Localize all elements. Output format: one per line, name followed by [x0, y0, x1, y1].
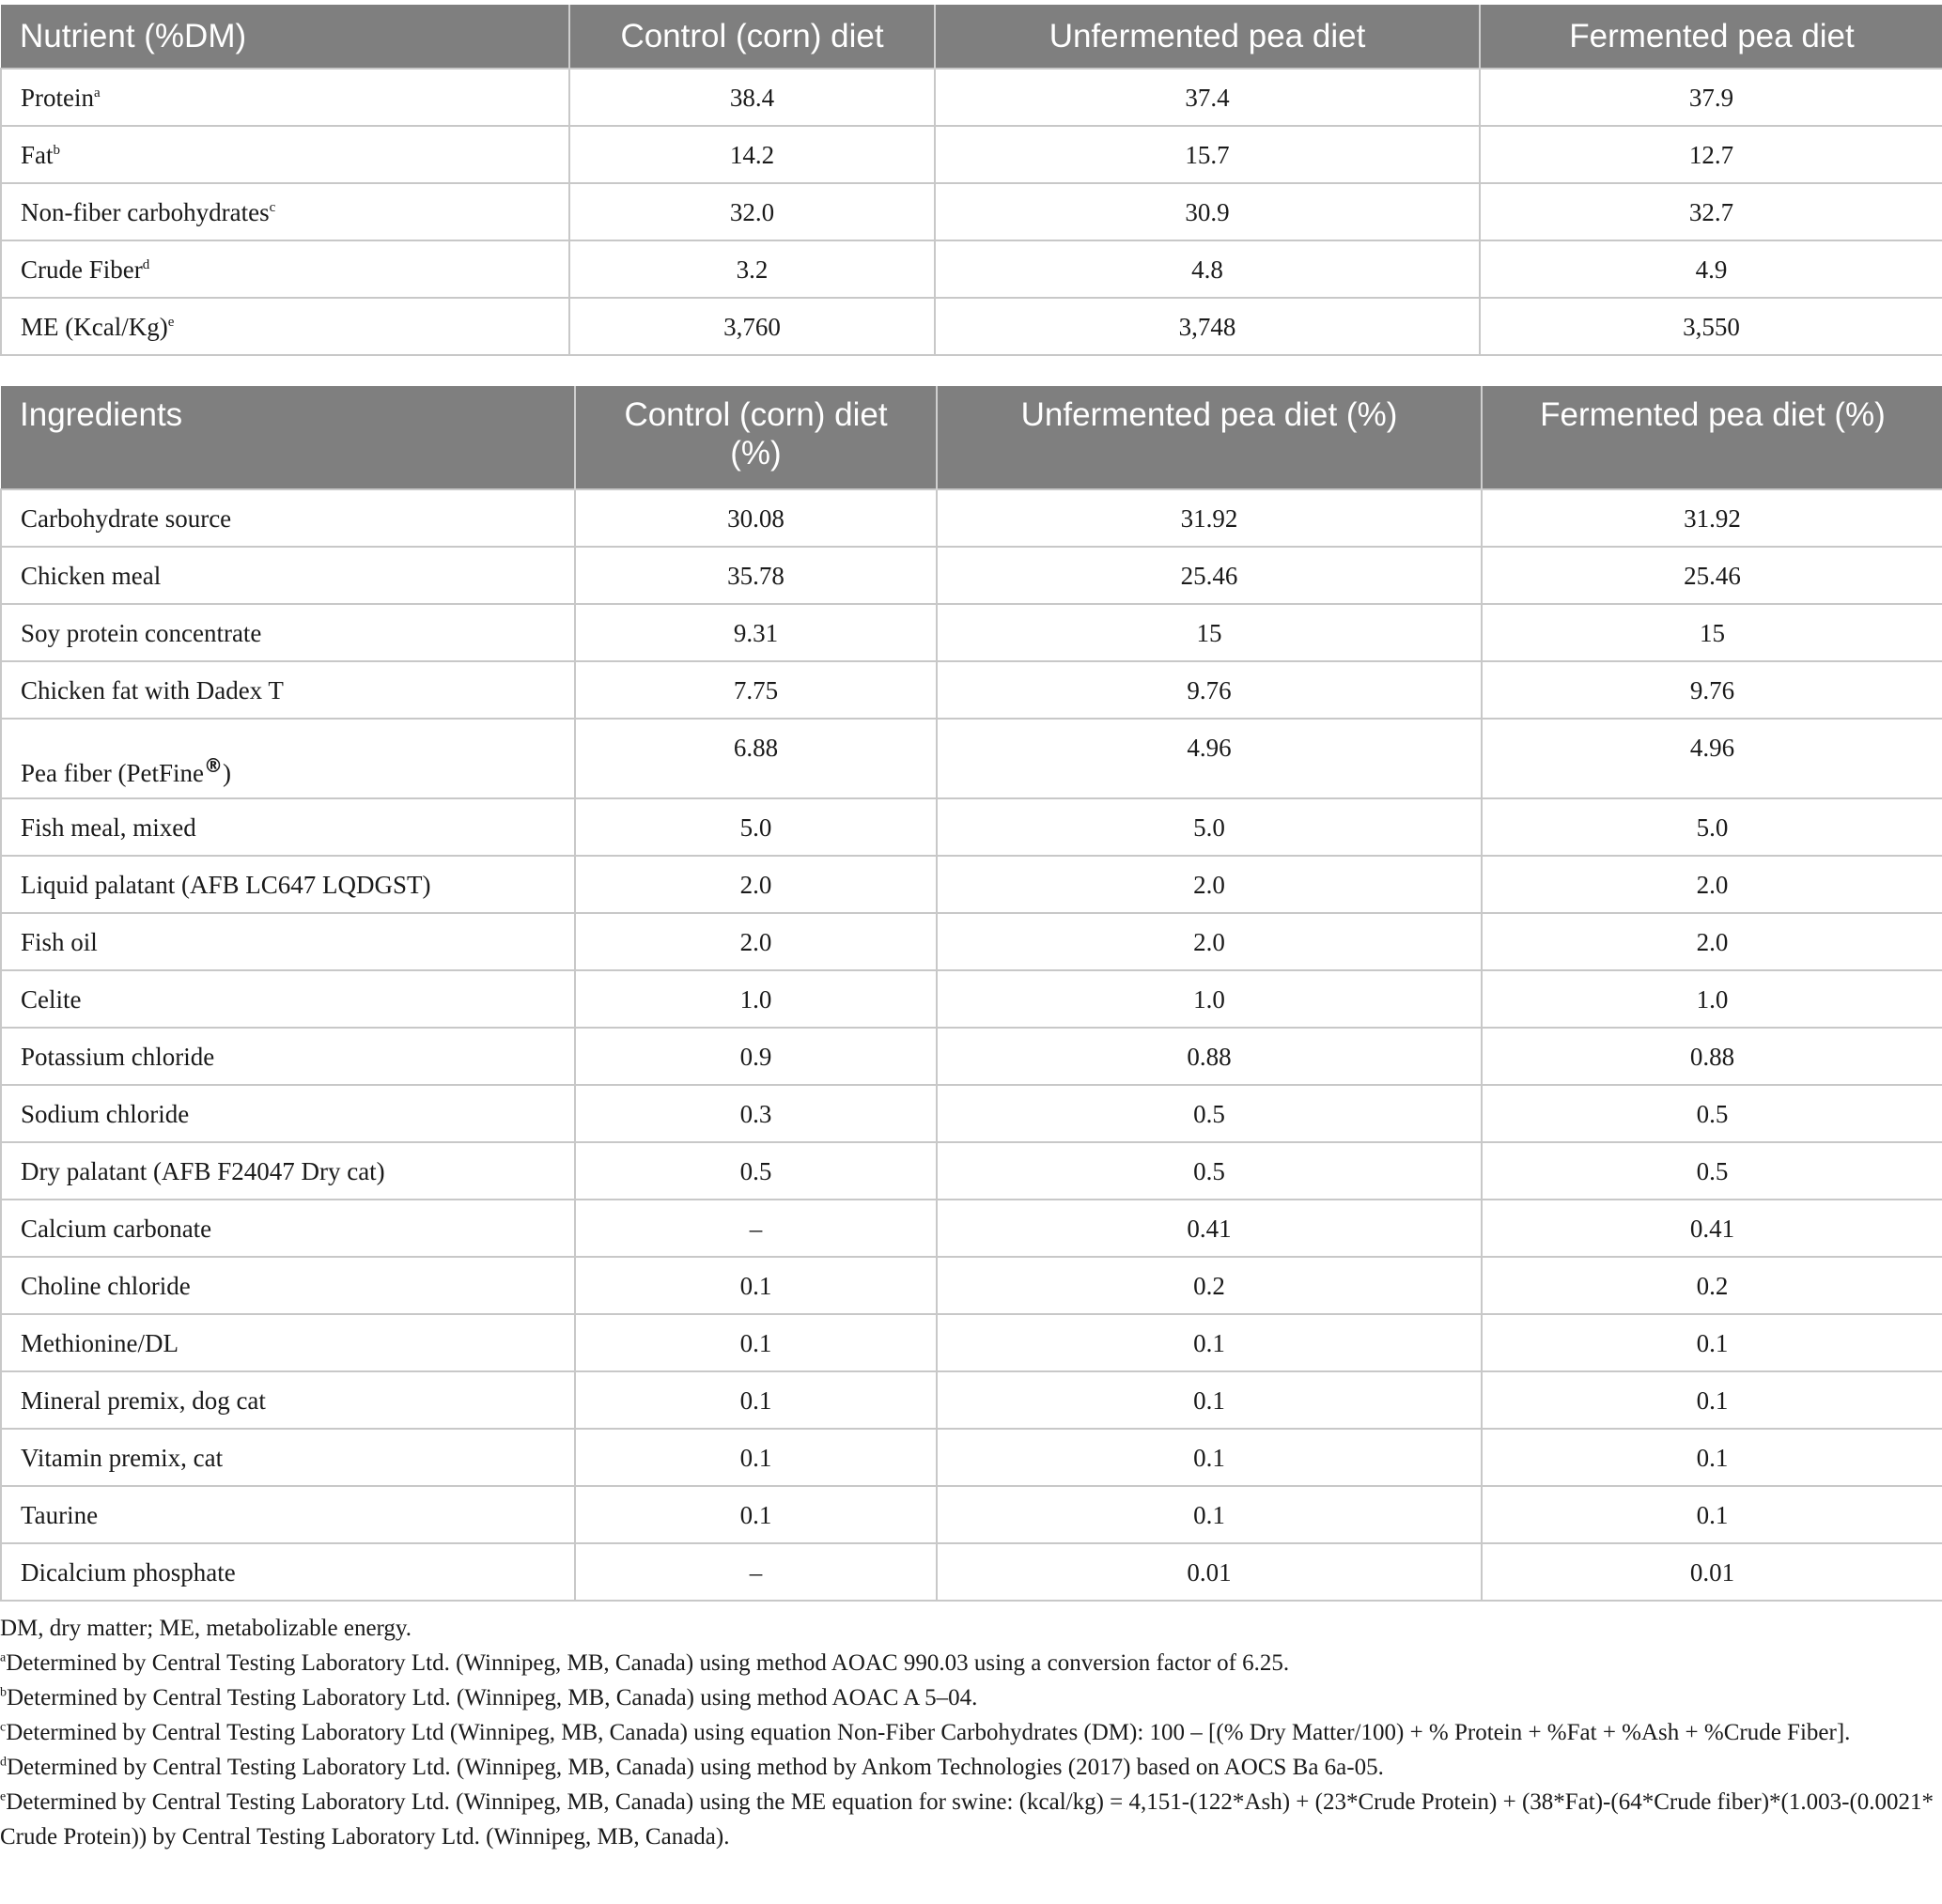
value-cell: 32.0	[569, 183, 935, 240]
value-cell: 3,748	[935, 298, 1480, 355]
row-label: Vitamin premix, cat	[21, 1443, 224, 1472]
footnote	[0, 1750, 1935, 1785]
row-label: Protein	[21, 83, 94, 112]
value-cell: 0.5	[937, 1142, 1482, 1200]
footnote-marker: e	[167, 314, 175, 330]
footnote-marker: c	[0, 1720, 7, 1735]
table-row	[1, 69, 1942, 126]
value-cell: 15	[1482, 604, 1942, 661]
ingredient-header-control: Control (corn) diet (%)	[575, 386, 937, 489]
table-row	[1, 1028, 1942, 1085]
table-row	[1, 1085, 1942, 1142]
row-label-cell	[1, 856, 575, 913]
value-cell: 0.1	[937, 1314, 1482, 1371]
footnote-text: Determined by Central Testing Laboratory Ltd. (Winnipeg, MB, Canada) using method AOAC 990.03 using a conversion factor of 6.25.	[6, 1650, 1290, 1676]
value-cell: 4.96	[1482, 719, 1942, 798]
value-cell: 6.88	[575, 719, 937, 798]
row-label: Chicken fat with Dadex T	[21, 675, 284, 704]
ingredient-header-unfermented: Unfermented pea diet (%)	[937, 386, 1482, 489]
value-cell: 25.46	[1482, 547, 1942, 604]
value-cell: 15.7	[935, 126, 1480, 183]
value-cell: 0.1	[1482, 1486, 1942, 1543]
value-cell: 0.5	[1482, 1142, 1942, 1200]
value-cell: 0.1	[575, 1314, 937, 1371]
table-row	[1, 126, 1942, 183]
value-cell: 0.1	[575, 1257, 937, 1314]
value-cell: 0.1	[1482, 1314, 1942, 1371]
footnote-marker: a	[0, 1650, 7, 1665]
row-label-cell	[1, 1314, 575, 1371]
row-label-cell	[1, 661, 575, 719]
value-cell: 9.31	[575, 604, 937, 661]
nutrient-header-fermented: Fermented pea diet	[1480, 5, 1942, 69]
table-row	[1, 661, 1942, 719]
table-row	[1, 183, 1942, 240]
value-cell: 9.76	[937, 661, 1482, 719]
value-cell: 1.0	[937, 970, 1482, 1028]
table-row	[1, 1314, 1942, 1371]
table-row	[1, 604, 1942, 661]
row-label: Crude Fiber	[21, 255, 143, 284]
value-cell: 14.2	[569, 126, 935, 183]
value-cell: 0.1	[575, 1486, 937, 1543]
value-cell: 0.41	[1482, 1200, 1942, 1257]
value-cell: 0.1	[1482, 1371, 1942, 1429]
row-label: Carbohydrate source	[21, 503, 232, 533]
nutrient-header-unfermented: Unfermented pea diet	[935, 5, 1480, 69]
row-label: Sodium chloride	[21, 1099, 190, 1128]
value-cell: 4.9	[1480, 240, 1942, 298]
row-label-cell	[1, 970, 575, 1028]
table-row	[1, 298, 1942, 355]
value-cell: 37.9	[1480, 69, 1942, 126]
value-cell: 2.0	[575, 856, 937, 913]
footnote-marker: d	[142, 256, 150, 272]
ingredient-header-ingredients: Ingredients	[1, 386, 575, 489]
value-cell: 5.0	[1482, 798, 1942, 856]
value-cell: 0.5	[1482, 1085, 1942, 1142]
value-cell: 1.0	[1482, 970, 1942, 1028]
footnote	[0, 1646, 1935, 1680]
table-row	[1, 547, 1942, 604]
table-row	[1, 798, 1942, 856]
value-cell: 0.2	[1482, 1257, 1942, 1314]
row-label-cell	[1, 1200, 575, 1257]
value-cell: 0.1	[575, 1429, 937, 1486]
row-label-cell	[1, 1371, 575, 1429]
row-label: Taurine	[21, 1500, 99, 1529]
value-cell: –	[575, 1200, 937, 1257]
footnote-abbreviations: DM, dry matter; ME, metabolizable energy.	[0, 1616, 412, 1641]
value-cell: 0.5	[937, 1085, 1482, 1142]
row-label-cell	[1, 183, 569, 240]
row-label-cell	[1, 604, 575, 661]
row-label-cell	[1, 1486, 575, 1543]
value-cell: 0.1	[937, 1371, 1482, 1429]
table-row	[1, 1543, 1942, 1601]
value-cell: 2.0	[937, 856, 1482, 913]
value-cell: 35.78	[575, 547, 937, 604]
footnote	[0, 1785, 1935, 1854]
footnote-text: Determined by Central Testing Laboratory Ltd. (Winnipeg, MB, Canada) using method by Ankom Technologies (2017) based on AOCS Ba 6a-05.	[7, 1755, 1384, 1780]
table-row	[1, 970, 1942, 1028]
table-row	[1, 1429, 1942, 1486]
value-cell: 0.2	[937, 1257, 1482, 1314]
value-cell: 0.01	[1482, 1543, 1942, 1601]
row-label-cell	[1, 798, 575, 856]
row-label-cell	[1, 69, 569, 126]
value-cell: 3.2	[569, 240, 935, 298]
row-label: Fat	[21, 140, 54, 169]
registered-mark: ®	[203, 754, 223, 777]
value-cell: 2.0	[937, 913, 1482, 970]
row-label: Liquid palatant (AFB LC647 LQDGST)	[21, 870, 431, 899]
value-cell: 32.7	[1480, 183, 1942, 240]
table-row	[1, 1257, 1942, 1314]
row-label-cell	[1, 1543, 575, 1601]
value-cell: 5.0	[937, 798, 1482, 856]
ingredient-table-body	[1, 489, 1942, 1601]
row-label-cell	[1, 547, 575, 604]
table-row	[1, 856, 1942, 913]
row-label-cell	[1, 298, 569, 355]
row-label-end: )	[222, 759, 231, 787]
row-label-cell	[1, 240, 569, 298]
footnote-marker: a	[94, 85, 101, 101]
ingredient-header-row	[1, 386, 1942, 489]
value-cell: 0.9	[575, 1028, 937, 1085]
row-label: Pea fiber (PetFine	[21, 759, 204, 787]
value-cell: 0.88	[1482, 1028, 1942, 1085]
value-cell: 25.46	[937, 547, 1482, 604]
row-label-cell	[1, 913, 575, 970]
row-label: Non-fiber carbohydrates	[21, 197, 270, 226]
value-cell: 4.8	[935, 240, 1480, 298]
value-cell: 9.76	[1482, 661, 1942, 719]
row-label-cell	[1, 1028, 575, 1085]
row-label: Dry palatant (AFB F24047 Dry cat)	[21, 1156, 385, 1185]
value-cell: 31.92	[937, 489, 1482, 547]
ingredient-header-fermented: Fermented pea diet (%)	[1482, 386, 1942, 489]
row-label-cell	[1, 126, 569, 183]
value-cell: 0.1	[1482, 1429, 1942, 1486]
value-cell: 0.88	[937, 1028, 1482, 1085]
value-cell: 30.08	[575, 489, 937, 547]
value-cell: 31.92	[1482, 489, 1942, 547]
row-label: Celite	[21, 984, 82, 1014]
footnote-marker: b	[53, 142, 61, 158]
table-row	[1, 1142, 1942, 1200]
row-label: Soy protein concentrate	[21, 618, 262, 647]
value-cell: 0.01	[937, 1543, 1482, 1601]
value-cell: 3,760	[569, 298, 935, 355]
row-label: Fish oil	[21, 927, 98, 956]
nutrient-header-row	[1, 5, 1942, 69]
footnote	[0, 1680, 1935, 1715]
footnote-list	[0, 1646, 1935, 1854]
value-cell: 38.4	[569, 69, 935, 126]
nutrient-header-nutrient: Nutrient (%DM)	[1, 5, 569, 69]
value-cell: 4.96	[937, 719, 1482, 798]
footnote-marker: b	[0, 1685, 7, 1700]
row-label: Potassium chloride	[21, 1042, 215, 1071]
footnote-text: Determined by Central Testing Laboratory Ltd. (Winnipeg, MB, Canada) using the ME equation for swine: (kcal/kg) = 4,151-(122*Ash) + (23*Crude Protein) + (38*Fat)-(64*Crude fiber)*(1.003-(0.0021* Crude Protein)) by Central Testing Laboratory Ltd. (Winnipeg, MB, Canada).	[0, 1789, 1934, 1850]
value-cell: 5.0	[575, 798, 937, 856]
row-label: Calcium carbonate	[21, 1214, 212, 1243]
row-label: Mineral premix, dog cat	[21, 1385, 266, 1415]
footnotes	[0, 1611, 1935, 1854]
row-label-cell	[1, 719, 575, 798]
row-label-cell	[1, 1429, 575, 1486]
table-row	[1, 489, 1942, 547]
row-label: Choline chloride	[21, 1271, 191, 1300]
footnote-marker: d	[0, 1755, 7, 1770]
table-row	[1, 1200, 1942, 1257]
row-label-cell	[1, 1085, 575, 1142]
value-cell: 0.5	[575, 1142, 937, 1200]
row-label: Dicalcium phosphate	[21, 1557, 236, 1587]
value-cell: 3,550	[1480, 298, 1942, 355]
row-label-cell	[1, 489, 575, 547]
value-cell: 0.1	[937, 1429, 1482, 1486]
table-row	[1, 719, 1942, 798]
ingredient-table	[0, 386, 1942, 1602]
row-label-cell	[1, 1142, 575, 1200]
value-cell: 12.7	[1480, 126, 1942, 183]
value-cell: 30.9	[935, 183, 1480, 240]
row-label: Fish meal, mixed	[21, 813, 196, 842]
footnote-text: Determined by Central Testing Laboratory Ltd. (Winnipeg, MB, Canada) using method AOAC A 5–04.	[7, 1685, 978, 1711]
nutrient-table	[0, 5, 1942, 356]
table-row	[1, 1371, 1942, 1429]
row-label-cell	[1, 1257, 575, 1314]
value-cell: 0.1	[937, 1486, 1482, 1543]
row-label: Methionine/DL	[21, 1328, 179, 1357]
table-row	[1, 913, 1942, 970]
value-cell: 2.0	[1482, 856, 1942, 913]
value-cell: 7.75	[575, 661, 937, 719]
footnote-marker: c	[269, 199, 276, 215]
footnote-marker: e	[0, 1789, 7, 1804]
table-row	[1, 1486, 1942, 1543]
nutrient-header-control: Control (corn) diet	[569, 5, 935, 69]
value-cell: 2.0	[575, 913, 937, 970]
value-cell: 2.0	[1482, 913, 1942, 970]
value-cell: 37.4	[935, 69, 1480, 126]
footnote-text: Determined by Central Testing Laboratory Ltd (Winnipeg, MB, Canada) using equation Non-Fiber Carbohydrates (DM): 100 – [(% Dry Matter/100) + % Protein + %Fat + %Ash + %Crude Fiber].	[6, 1720, 1851, 1745]
value-cell: 0.3	[575, 1085, 937, 1142]
footnote	[0, 1715, 1935, 1750]
table-row	[1, 240, 1942, 298]
value-cell: 0.1	[575, 1371, 937, 1429]
value-cell: 15	[937, 604, 1482, 661]
value-cell: 1.0	[575, 970, 937, 1028]
value-cell: –	[575, 1543, 937, 1601]
value-cell: 0.41	[937, 1200, 1482, 1257]
row-label: Chicken meal	[21, 561, 162, 590]
nutrient-table-body	[1, 69, 1942, 355]
row-label: ME (Kcal/Kg)	[21, 312, 168, 341]
